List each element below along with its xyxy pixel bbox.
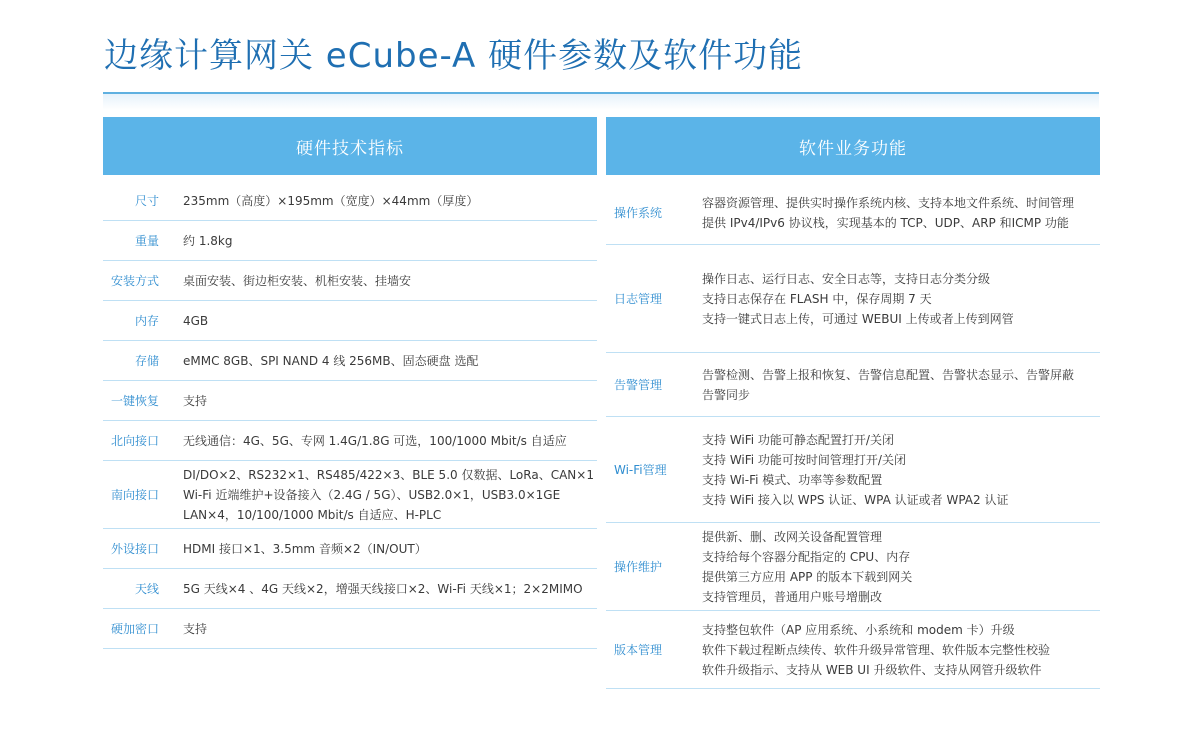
software-row-value xyxy=(702,193,1074,233)
software-value-line: 告警同步 xyxy=(702,387,751,402)
software-value-line: 告警检测、告警上报和恢复、告警信息配置、告警状态显示、告警屏蔽 xyxy=(702,367,1075,382)
software-value-line: 支持 WiFi 接入以 WPS 认证、WPA 认证或者 WPA2 认证 xyxy=(702,492,1009,507)
hardware-row-value xyxy=(183,465,594,525)
software-value-line: 支持整包软件（AP 应用系统、小系统和 modem 卡）升级 xyxy=(702,622,1015,637)
software-value-line: 支持 WiFi 功能可按时间管理打开/关闭 xyxy=(702,452,906,467)
software-value-line: 支持一键式日志上传，可通过 WEBUI 上传或者上传到网管 xyxy=(702,311,1014,326)
software-row xyxy=(606,417,1100,523)
hardware-panel xyxy=(103,117,597,649)
software-value-line: 支持 WiFi 功能可静态配置打开/关闭 xyxy=(702,432,894,447)
hardware-value-line: 支持 xyxy=(183,621,208,636)
software-value-line: 支持日志保存在 FLASH 中，保存周期 7 天 xyxy=(702,291,932,306)
hardware-row-value xyxy=(183,579,583,599)
hardware-value-line: Wi-Fi 近端维护+设备接入（2.4G / 5G）、USB2.0×1，USB3.0×1GE xyxy=(183,487,561,502)
hardware-row-value xyxy=(183,311,208,331)
software-value-line: 软件下载过程断点续传、软件升级异常管理、软件版本完整性校验 xyxy=(702,642,1051,657)
hardware-value-line: 235mm（高度）×195mm（宽度）×44mm（厚度） xyxy=(183,193,479,208)
software-row-label: 操作维护 xyxy=(614,560,663,574)
hardware-row-label: 南向接口 xyxy=(110,488,159,502)
hardware-row xyxy=(103,221,597,261)
hardware-row-value xyxy=(183,271,411,291)
hardware-row xyxy=(103,381,597,421)
software-value-line: 提供 IPv4/IPv6 协议栈，实现基本的 TCP、UDP、ARP 和ICMP 功能 xyxy=(702,215,1069,230)
hardware-table xyxy=(103,175,597,649)
hardware-row xyxy=(103,341,597,381)
hardware-row-value xyxy=(183,431,567,451)
hardware-row xyxy=(103,609,597,649)
software-value-line: 支持给每个容器分配指定的 CPU、内存 xyxy=(702,549,911,564)
hardware-row-value xyxy=(183,619,207,639)
software-row-value xyxy=(702,269,1014,329)
software-row-label: Wi-Fi管理 xyxy=(614,463,667,477)
hardware-value-line: LAN×4，10/100/1000 Mbit/s 自适应、H-PLC xyxy=(183,507,442,522)
hardware-row xyxy=(103,261,597,301)
software-row-label: 告警管理 xyxy=(614,378,663,392)
software-value-line: 支持 Wi-Fi 模式、功率等参数配置 xyxy=(702,472,883,487)
software-value-line: 软件升级指示、支持从 WEB UI 升级软件、支持从网管升级软件 xyxy=(702,662,1042,677)
hardware-row xyxy=(103,569,597,609)
software-row-value xyxy=(702,527,912,607)
hardware-value-line: 桌面安装、街边柜安装、机柜安装、挂墙安 xyxy=(183,273,412,288)
hardware-row-value xyxy=(183,539,427,559)
hardware-row xyxy=(103,529,597,569)
hardware-header: 硬件技术指标 xyxy=(103,117,597,175)
hardware-row xyxy=(103,461,597,529)
hardware-row xyxy=(103,421,597,461)
software-row xyxy=(606,523,1100,611)
hardware-row-label: 天线 xyxy=(134,582,159,596)
software-row-label: 版本管理 xyxy=(614,643,663,657)
software-row xyxy=(606,611,1100,689)
hardware-row-label: 重量 xyxy=(134,234,159,248)
software-header: 软件业务功能 xyxy=(606,117,1100,175)
hardware-value-line: 5G 天线×4 、4G 天线×2，增强天线接口×2、Wi-Fi 天线×1；2×2MIMO xyxy=(183,581,583,596)
hardware-row-label: 北向接口 xyxy=(110,434,159,448)
hardware-row-value xyxy=(183,351,478,371)
software-row-value xyxy=(702,620,1050,680)
hardware-value-line: 4GB xyxy=(183,313,209,328)
software-row xyxy=(606,353,1100,417)
hardware-row-value xyxy=(183,231,232,251)
software-row-label: 日志管理 xyxy=(614,292,663,306)
hardware-row xyxy=(103,181,597,221)
hardware-row-label: 内存 xyxy=(134,314,159,328)
software-row-value xyxy=(702,365,1074,405)
hardware-value-line: 支持 xyxy=(183,393,208,408)
hardware-row-value xyxy=(183,391,207,411)
software-row xyxy=(606,181,1100,245)
hardware-value-line: 约 1.8kg xyxy=(183,233,233,248)
software-value-line: 提供第三方应用 APP 的版本下载到网关 xyxy=(702,569,913,584)
hardware-row-label: 外设接口 xyxy=(110,542,159,556)
hardware-row-label: 硬加密口 xyxy=(110,622,159,636)
hardware-row-value xyxy=(183,191,478,211)
hardware-row-label: 安装方式 xyxy=(110,274,159,288)
hardware-row-label: 一键恢复 xyxy=(110,394,159,408)
page-title: 边缘计算网关 eCube-A 硬件参数及软件功能 xyxy=(104,36,804,76)
hardware-value-line: 无线通信：4G、5G、专网 1.4G/1.8G 可选，100/1000 Mbit/s 自适应 xyxy=(183,433,567,448)
software-value-line: 容器资源管理、提供实时操作系统内核、支持本地文件系统、时间管理 xyxy=(702,195,1075,210)
hardware-value-line: HDMI 接口×1、3.5mm 音频×2（IN/OUT） xyxy=(183,541,427,556)
hardware-value-line: eMMC 8GB、SPI NAND 4 线 256MB、固态硬盘 选配 xyxy=(183,353,479,368)
hardware-row xyxy=(103,301,597,341)
title-divider xyxy=(103,92,1099,110)
software-value-line: 支持管理员，普通用户账号增删改 xyxy=(702,589,883,604)
hardware-row-label: 存储 xyxy=(134,354,159,368)
software-row-value xyxy=(702,430,1008,510)
hardware-value-line: DI/DO×2、RS232×1、RS485/422×3、BLE 5.0 仅数据、LoRa、CAN×1 xyxy=(183,467,594,482)
software-table xyxy=(606,175,1100,689)
software-row xyxy=(606,245,1100,353)
software-row-label: 操作系统 xyxy=(614,206,663,220)
hardware-row-label: 尺寸 xyxy=(134,194,159,208)
software-value-line: 提供新、删、改网关设备配置管理 xyxy=(702,529,883,544)
software-value-line: 操作日志、运行日志、安全日志等，支持日志分类分级 xyxy=(702,271,991,286)
software-panel xyxy=(606,117,1100,689)
